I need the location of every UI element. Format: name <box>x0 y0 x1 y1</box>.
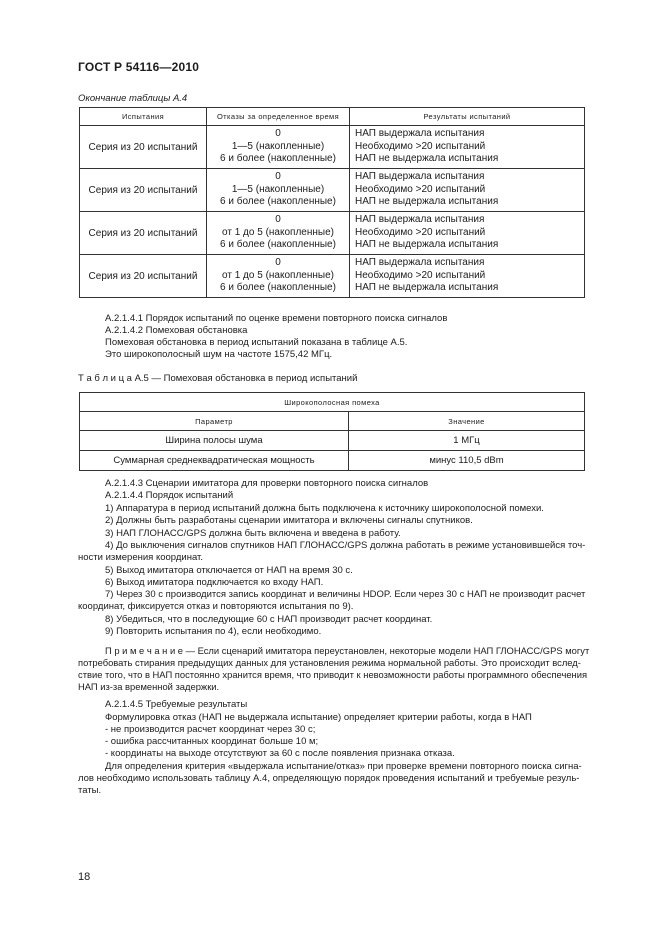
failure-line: 0 <box>275 214 281 226</box>
failures-cell <box>207 255 350 298</box>
paragraph: Для определения критерия «выдержала испытание/отказ» при проверке времени повторного поиска сигна- <box>105 761 582 772</box>
document-header: ГОСТ Р 54116—2010 <box>78 60 200 74</box>
section-a2143-1: А.2.1.4.1 Порядок испытаний по оценке времени повторного поиска сигналов <box>105 313 448 324</box>
list-item: - координаты на выходе отсутствуют за 60 с после появления признака отказа. <box>105 748 455 759</box>
results-cell <box>350 126 585 169</box>
results-cell <box>350 212 585 255</box>
list-item-continuation: ности измерения координат. <box>78 552 203 563</box>
failure-line: от 1 до 5 (накопленные) <box>222 226 334 238</box>
paragraph-continuation: лов необходимо использовать таблицу А.4, определяющую порядок проведения испытаний и требуемые резуль- <box>78 773 580 784</box>
result-line: НАП не выдержала испытания <box>355 239 499 251</box>
page-number: 18 <box>78 871 91 883</box>
list-item: - ошибка рассчитанных координат больше 10 м; <box>105 736 319 747</box>
failure-line: от 1 до 5 (накопленные) <box>222 269 334 281</box>
list-item: 1) Аппаратура в период испытаний должна быть подключена к источнику широкополосной помехи. <box>105 503 544 514</box>
failure-line: 0 <box>275 257 281 269</box>
result-line: НАП не выдержала испытания <box>355 153 499 165</box>
list-item: 6) Выход имитатора подключается ко входу НАП. <box>105 577 324 588</box>
result-line: Необходимо >20 испытаний <box>355 140 486 152</box>
results-cell <box>350 255 585 298</box>
note-line: потребовать стирания предыдущих данных для установления режима нормальной работы. Это происходит вслед- <box>78 657 581 668</box>
group-header: Широкополосная помеха <box>80 393 585 412</box>
result-line: Необходимо >20 испытаний <box>355 269 486 281</box>
list-item-continuation: координат, фиксируется отказ и повторяются испытания по 9). <box>78 601 354 612</box>
failure-line: 6 и более (накопленные) <box>220 282 336 294</box>
note-line: НАП из-за временной задержки. <box>78 681 220 692</box>
table-row <box>80 255 585 298</box>
param-cell: Ширина полосы шума <box>80 431 349 451</box>
result-line: НАП выдержала испытания <box>355 214 485 226</box>
section-heading: А.2.1.4.3 Сценарии имитатора для проверки повторного поиска сигналов <box>105 478 429 489</box>
note-line: П р и м е ч а н и е — Если сценарий имитатора переустановлен, некоторые модели НАП ГЛОНАСС/GPS могут <box>105 645 590 656</box>
table-row <box>80 169 585 212</box>
failure-line: 1—5 (накопленные) <box>231 140 325 152</box>
failure-line: 0 <box>275 171 281 183</box>
result-line: НАП не выдержала испытания <box>355 282 499 294</box>
paragraph-continuation: таты. <box>78 785 102 796</box>
section-heading: А.2.1.4.4 Порядок испытаний <box>105 490 234 501</box>
test-cell: Серия из 20 испытаний <box>80 255 207 298</box>
failure-line: 6 и более (накопленные) <box>220 239 336 251</box>
table-group-header-row <box>80 393 585 412</box>
result-line: НАП выдержала испытания <box>355 171 485 183</box>
table-row <box>80 431 585 451</box>
failures-cell <box>207 212 350 255</box>
column-header: Значение <box>349 412 585 431</box>
test-cell: Серия из 20 испытаний <box>80 169 207 212</box>
list-item: 2) Должны быть разработаны сценарии имитатора и включены сигналы спутников. <box>105 515 473 526</box>
list-item: 8) Убедиться, что в последующие 60 с НАП производит расчет координат. <box>105 614 433 625</box>
result-line: НАП выдержала испытания <box>355 257 485 269</box>
table-header-row <box>80 412 585 431</box>
result-line: Необходимо >20 испытаний <box>355 183 486 195</box>
paragraph: Это широкополосный шум на частоте 1575,42 МГц. <box>105 349 333 360</box>
table-header-row <box>80 108 585 126</box>
failure-line: 1—5 (накопленные) <box>231 183 325 195</box>
param-cell: Суммарная среднеквадратическая мощность <box>80 451 349 471</box>
table-a5-caption: Т а б л и ц а А.5 — Помеховая обстановка в период испытаний <box>78 373 358 384</box>
list-item: 3) НАП ГЛОНАСС/GPS должна быть включена и введена в работу. <box>105 528 401 539</box>
table-a5 <box>79 392 585 471</box>
failure-line: 6 и более (накопленные) <box>220 153 336 165</box>
list-item: 7) Через 30 с производится запись координат и величины HDOP. Если через 30 с НАП не производит расчет <box>105 589 586 600</box>
test-cell: Серия из 20 испытаний <box>80 126 207 169</box>
column-header: Результаты испытаний <box>350 108 585 126</box>
results-cell <box>350 169 585 212</box>
list-item: 9) Повторить испытания по 4), если необходимо. <box>105 626 322 637</box>
section-a2143-2: А.2.1.4.2 Помеховая обстановка <box>105 325 248 336</box>
table-a4 <box>79 107 585 298</box>
table-row <box>80 212 585 255</box>
column-header: Отказы за определенное время <box>207 108 350 126</box>
table-a4-caption: Окончание таблицы А.4 <box>78 93 188 104</box>
result-line: Необходимо >20 испытаний <box>355 226 486 238</box>
list-item: 5) Выход имитатора отключается от НАП на время 30 с. <box>105 565 353 576</box>
column-header: Испытания <box>80 108 207 126</box>
value-cell: минус 110,5 dBm <box>349 451 585 471</box>
table-row <box>80 451 585 471</box>
note-line: ствие того, что в НАП постоянно хранится время, что приводит к невозможности работы программного обеспечения <box>78 669 588 680</box>
list-item: - не производится расчет координат через 30 с; <box>105 724 316 735</box>
failures-cell <box>207 169 350 212</box>
failure-line: 0 <box>275 128 281 140</box>
result-line: НАП выдержала испытания <box>355 128 485 140</box>
value-cell: 1 МГц <box>349 431 585 451</box>
list-item: 4) До выключения сигналов спутников НАП ГЛОНАСС/GPS должна работать в режиме установившейся точ- <box>105 540 586 551</box>
result-line: НАП не выдержала испытания <box>355 196 499 208</box>
test-cell: Серия из 20 испытаний <box>80 212 207 255</box>
failure-line: 6 и более (накопленные) <box>220 196 336 208</box>
table-row <box>80 126 585 169</box>
paragraph: Формулировка отказ (НАП не выдержала испытание) определяет критерии работы, когда в НАП <box>105 712 532 723</box>
paragraph: Помеховая обстановка в период испытаний показана в таблице А.5. <box>105 337 408 348</box>
section-heading: А.2.1.4.5 Требуемые результаты <box>105 699 248 710</box>
column-header: Параметр <box>80 412 349 431</box>
failures-cell <box>207 126 350 169</box>
